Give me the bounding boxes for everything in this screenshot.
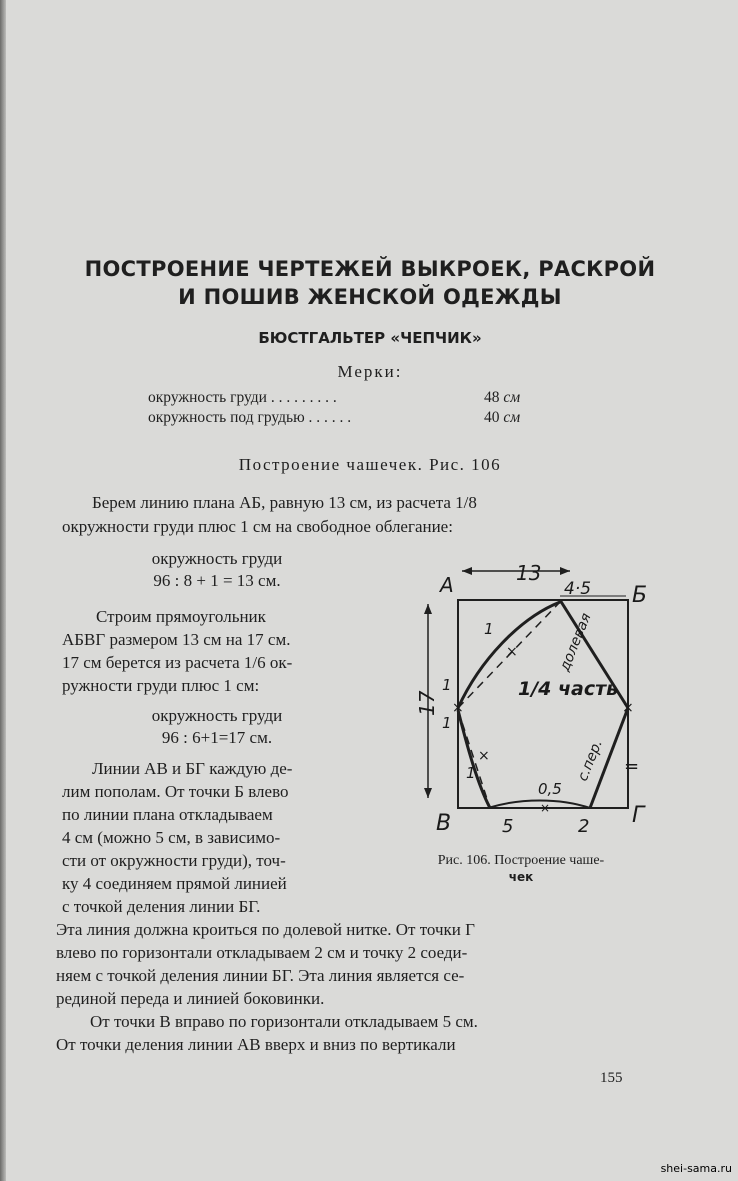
paragraph-3-line-9: влево по горизонтали откладываем 2 см и точку 2 соеди- <box>56 943 468 962</box>
paragraph-3-line-2: лим пополам. От точки Б влево <box>62 782 289 801</box>
cross-mark-right: × <box>622 700 634 716</box>
cross-mark-left: × <box>452 700 464 716</box>
page-edge-shadow <box>0 0 6 1181</box>
segment-label-1c: 1 <box>442 714 452 732</box>
paragraph-3-line-4: 4 см (можно 5 см, в зависимо- <box>62 828 281 847</box>
bottom-cup-curve <box>488 801 590 809</box>
cross-mark-lower: × <box>478 748 490 764</box>
paragraph-3-line-10: няем с точкой деления линии БГ. Эта линия является се- <box>56 966 465 985</box>
formula-2-line-2: 96 : 6+1=17 см. <box>161 728 273 747</box>
segment-label-1d: 1 <box>466 764 476 782</box>
paragraph-1-line-2: окружности груди плюс 1 см на свободное облегание: <box>62 517 453 536</box>
figure-caption-line-1: Рис. 106. Построение чаше- <box>437 853 605 868</box>
top-arrowhead-left <box>462 567 472 575</box>
cross-mark-top: × <box>506 644 518 660</box>
paragraph-3-line-8: Эта линия должна кроиться по долевой нитке. От точки Г <box>56 920 475 939</box>
bottom-left-label: 5 <box>502 816 514 837</box>
paragraph-4-line-1: От точки В вправо по горизонтали откладываем 5 см. <box>90 1012 478 1031</box>
bottom-mid-label: 0,5 <box>538 780 562 798</box>
paragraph-4-line-2: От точки деления линии АВ вверх и вниз по вертикали <box>56 1035 456 1054</box>
paragraph-3-line-7: с точкой деления линии БГ. <box>62 897 261 916</box>
segment-label-1b: 1 <box>442 676 452 694</box>
paragraph-2-line-4: ружности груди плюс 1 см: <box>62 676 260 695</box>
top-right-dimension-label: 4·5 <box>564 579 592 599</box>
formula-2-line-1: окружность груди <box>151 706 283 725</box>
paragraph-1-line-1: Берем линию плана АБ, равную 13 см, из расчета 1/8 <box>92 493 477 512</box>
article-subtitle: БЮСТГАЛЬТЕР «ЧЕПЧИК» <box>258 329 482 347</box>
bottom-right-label: 2 <box>578 816 590 837</box>
paragraph-3-line-3: по линии плана откладываем <box>62 805 273 824</box>
paragraph-3-line-11: рединой переда и линией боковинки. <box>56 989 325 1008</box>
formula-1-line-2: 96 : 8 + 1 = 13 см. <box>153 571 281 590</box>
segment-label-1a: 1 <box>484 620 494 638</box>
hash-mark-right: = <box>624 756 640 777</box>
paragraph-3-line-5: сти от окружности груди), точ- <box>62 851 286 870</box>
grain-line-label: долевая <box>556 610 595 674</box>
site-watermark: shei-sama.ru <box>660 1162 732 1175</box>
measure-label-2: окружность под грудью . . . . . . <box>148 409 352 426</box>
left-arrowhead-top <box>424 604 432 614</box>
formula-1-line-1: окружность груди <box>151 549 283 568</box>
paragraph-2-line-3: 17 см берется из расчета 1/6 ок- <box>62 653 293 672</box>
cup-pattern-figure <box>400 560 670 845</box>
center-front-label: с.пер. <box>574 737 606 784</box>
left-dimension-label: 17 <box>415 690 439 716</box>
point-b-label: Б <box>632 583 648 608</box>
point-v-label: В <box>436 811 452 836</box>
top-arrowhead-right <box>560 567 570 575</box>
chapter-title-line-1: ПОСТРОЕНИЕ ЧЕРТЕЖЕЙ ВЫКРОЕК, РАСКРОЙ <box>84 257 656 281</box>
point-g-label: Г <box>632 803 645 828</box>
measure-value-2: 40 см <box>484 409 521 426</box>
paragraph-3-line-1: Линии АВ и БГ каждую де- <box>92 759 293 778</box>
paragraph-2-line-1: Строим прямоугольник <box>96 607 266 626</box>
figure-caption-line-2: чек <box>508 870 534 884</box>
top-dimension-label: 13 <box>516 561 542 585</box>
cross-mark-bottom: × <box>540 801 551 815</box>
section-title: Построение чашечек. Рис. 106 <box>238 455 502 474</box>
measure-label-1: окружность груди . . . . . . . . . <box>148 389 337 406</box>
quarter-part-label: 1/4 часть <box>518 678 619 700</box>
paragraph-2-line-2: АБВГ размером 13 см на 17 см. <box>62 630 291 649</box>
figure-caption <box>396 852 646 886</box>
left-arrowhead-bottom <box>424 788 432 798</box>
point-a-label: А <box>440 573 454 597</box>
chapter-title-line-2: И ПОШИВ ЖЕНСКОЙ ОДЕЖДЫ <box>178 285 562 309</box>
page-number: 155 <box>600 1070 623 1086</box>
paragraph-3-line-6: ку 4 соединяем прямой линией <box>62 874 287 893</box>
measure-value-1: 48 см <box>484 389 521 406</box>
measures-title: Мерки: <box>337 362 403 381</box>
